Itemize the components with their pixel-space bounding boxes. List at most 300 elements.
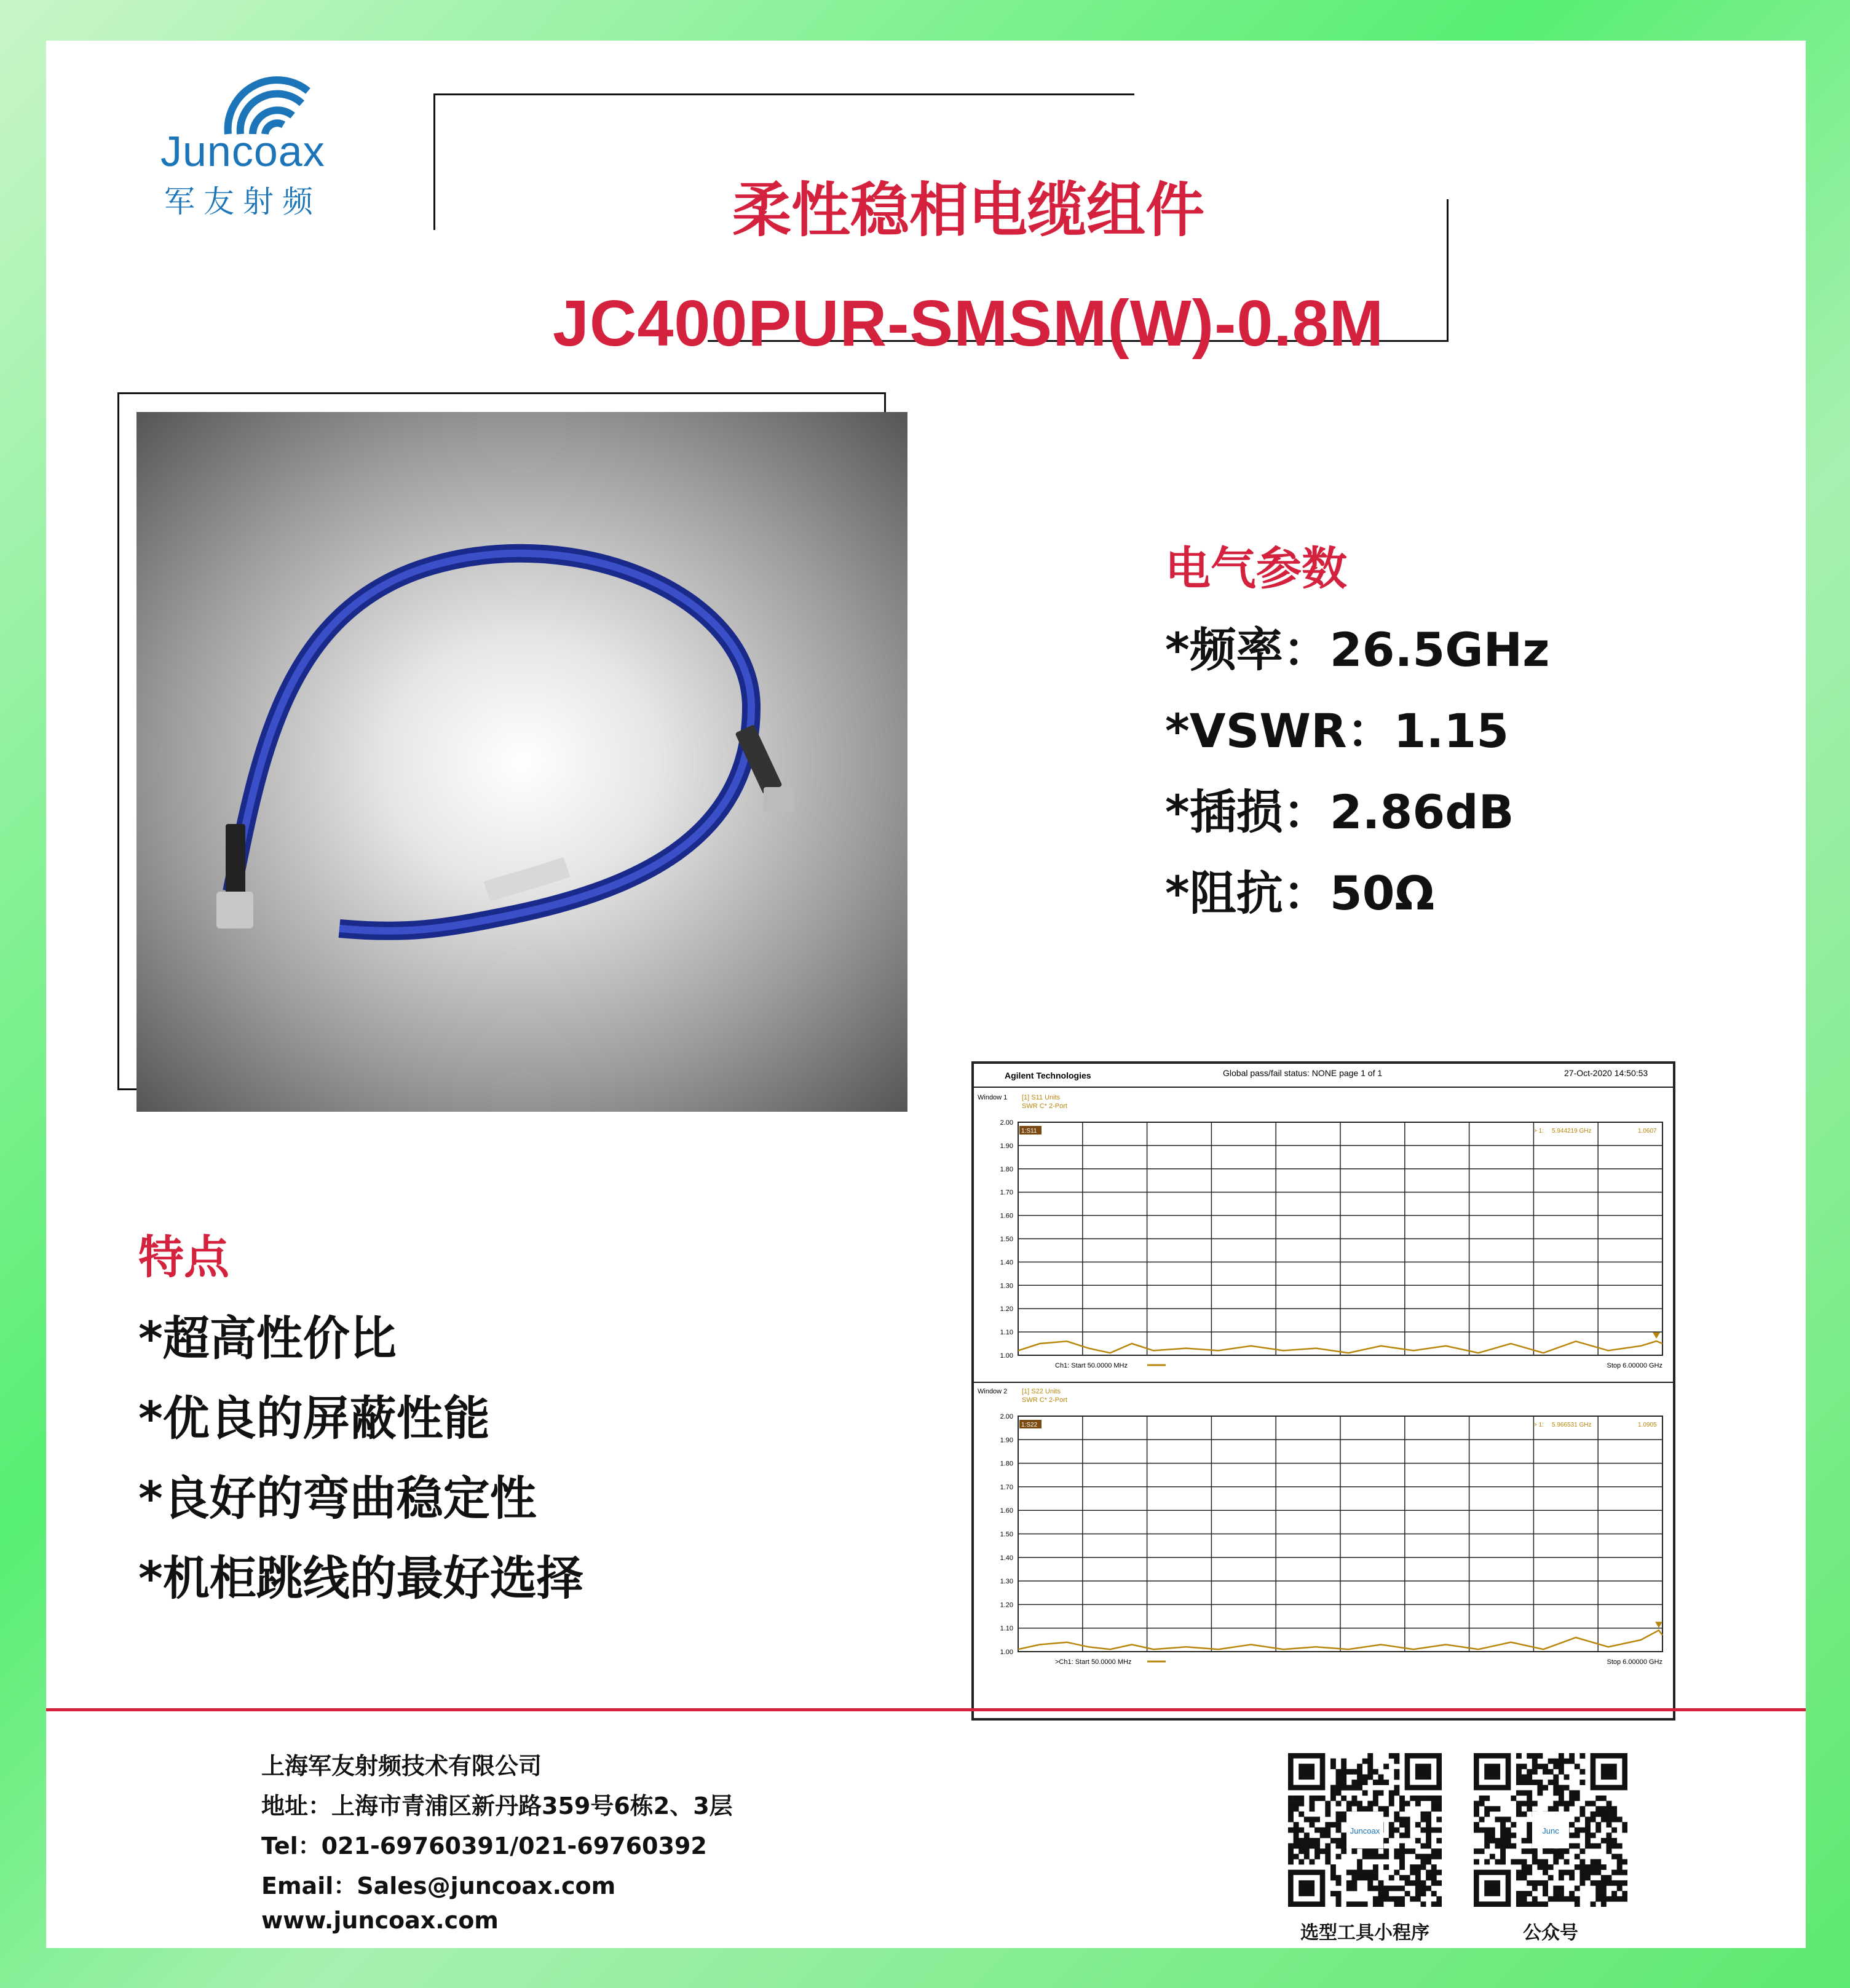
qr-module <box>1336 1843 1342 1849</box>
qr-module <box>1336 1812 1342 1817</box>
qr-module <box>1527 1870 1532 1875</box>
qr-module <box>1383 1896 1389 1902</box>
qr-module <box>1431 1870 1437 1875</box>
feature-item: *优良的屏蔽性能 <box>138 1391 490 1446</box>
qr-module <box>1585 1801 1591 1807</box>
qr-module <box>1474 1806 1479 1812</box>
qr-module <box>1426 1828 1431 1833</box>
qr-module <box>1410 1880 1415 1886</box>
qr-module <box>1389 1796 1394 1801</box>
qr-module <box>1537 1790 1543 1796</box>
qr-module <box>1299 1796 1304 1801</box>
param-insertion-loss: *插损：2.86dB <box>1165 785 1514 839</box>
company-tel: Tel：021-69760391/021-69760392 <box>261 1832 707 1859</box>
qr-module <box>1351 1901 1357 1907</box>
qr-finder-core <box>1484 1764 1500 1780</box>
qr-module <box>1421 1859 1426 1864</box>
qr-module <box>1426 1816 1431 1822</box>
qr-module <box>1410 1848 1415 1854</box>
qr-module <box>1431 1880 1437 1886</box>
qr-module <box>1309 1801 1314 1807</box>
company-address: 地址：上海市青浦区新丹路359号6栋2、3层 <box>261 1792 733 1820</box>
qr-code-mini-program <box>1288 1753 1442 1907</box>
qr-module <box>1421 1891 1426 1896</box>
qr-module <box>1373 1769 1378 1775</box>
qr-module <box>1575 1864 1580 1870</box>
qr-module <box>1585 1870 1591 1875</box>
qr-module <box>1516 1764 1522 1769</box>
qr-module <box>1527 1774 1532 1780</box>
qr-module <box>1415 1870 1421 1875</box>
qr-module <box>1373 1875 1378 1880</box>
qr-module <box>1357 1769 1362 1775</box>
qr-module <box>1421 1880 1426 1886</box>
qr-module <box>1405 1832 1410 1838</box>
qr-module <box>1325 1812 1330 1817</box>
qr-module <box>1383 1780 1389 1785</box>
qr-module <box>1415 1822 1421 1828</box>
qr-module <box>1351 1780 1357 1785</box>
qr-module <box>1537 1901 1543 1907</box>
qr-module <box>1426 1832 1431 1838</box>
trace-subtitle: SWR C* 2-Port <box>1022 1103 1067 1110</box>
qr-module <box>1426 1870 1431 1875</box>
qr-module <box>1415 1796 1421 1801</box>
qr-module <box>1490 1838 1495 1843</box>
qr-module <box>1516 1774 1522 1780</box>
qr-module <box>1500 1848 1506 1854</box>
qr-module <box>1601 1796 1607 1801</box>
qr-module <box>1611 1838 1617 1843</box>
qr-module <box>1336 1875 1342 1880</box>
logo-wordmark: Juncoax <box>160 127 325 175</box>
y-tick-label: 2.00 <box>1000 1119 1013 1127</box>
qr-module <box>1357 1774 1362 1780</box>
qr-module <box>1341 1774 1346 1780</box>
qr-module <box>1532 1759 1538 1764</box>
qr-module <box>1522 1801 1527 1807</box>
qr-module <box>1553 1774 1559 1780</box>
qr-module <box>1373 1901 1378 1907</box>
qr-module <box>1548 1896 1554 1902</box>
qr-module <box>1559 1753 1564 1759</box>
qr-module <box>1421 1864 1426 1870</box>
qr-module <box>1389 1790 1394 1796</box>
qr-module <box>1309 1816 1314 1822</box>
qr-module <box>1474 1848 1479 1854</box>
qr-module <box>1294 1854 1299 1859</box>
qr-module <box>1611 1843 1617 1849</box>
qr-module <box>1325 1854 1330 1859</box>
qr-module <box>1506 1816 1511 1822</box>
qr-module <box>1617 1843 1623 1849</box>
qr-center-logo: Juncoax <box>1350 1826 1380 1836</box>
qr-module <box>1426 1886 1431 1891</box>
qr-module <box>1622 1891 1627 1896</box>
qr-module <box>1399 1859 1405 1864</box>
qr-module <box>1500 1843 1506 1849</box>
qr-module <box>1426 1859 1431 1864</box>
qr-module <box>1383 1848 1389 1854</box>
qr-module <box>1373 1801 1378 1807</box>
qr-module <box>1516 1806 1522 1812</box>
page-card <box>46 41 1806 1948</box>
qr-module <box>1351 1785 1357 1791</box>
qr-module <box>1548 1848 1554 1854</box>
qr-module <box>1601 1812 1607 1817</box>
qr-module <box>1399 1816 1405 1822</box>
qr-module <box>1336 1822 1342 1828</box>
qr-module <box>1548 1875 1554 1880</box>
qr-module <box>1579 1880 1585 1886</box>
qr-module <box>1585 1864 1591 1870</box>
qr-module <box>1559 1759 1564 1764</box>
qr-module <box>1564 1774 1570 1780</box>
qr-module <box>1431 1806 1437 1812</box>
qr-module <box>1611 1880 1617 1886</box>
chart-brand: Agilent Technologies <box>1005 1071 1091 1080</box>
qr-module <box>1516 1790 1522 1796</box>
qr-module <box>1595 1864 1601 1870</box>
qr-module <box>1394 1870 1399 1875</box>
qr-module <box>1336 1774 1342 1780</box>
qr-module <box>1559 1769 1564 1775</box>
qr-module <box>1516 1812 1522 1817</box>
qr-module <box>1405 1828 1410 1833</box>
qr-module <box>1399 1875 1405 1880</box>
qr-module <box>1564 1785 1570 1791</box>
y-tick-label: 1.30 <box>1000 1578 1013 1586</box>
qr-module <box>1607 1822 1612 1828</box>
qr-module <box>1585 1822 1591 1828</box>
qr-module <box>1479 1816 1485 1822</box>
qr-module <box>1474 1822 1479 1828</box>
qr-module <box>1351 1848 1357 1854</box>
qr-module <box>1299 1828 1304 1833</box>
marker-readout-value: 1.0607 <box>1638 1128 1657 1135</box>
qr-module <box>1617 1854 1623 1859</box>
qr-module <box>1436 1901 1442 1907</box>
qr-module <box>1362 1806 1368 1812</box>
qr-module <box>1579 1864 1585 1870</box>
qr-module <box>1500 1838 1506 1843</box>
y-tick-label: 1.10 <box>1000 1625 1013 1633</box>
qr-module <box>1532 1896 1538 1902</box>
qr-module <box>1559 1891 1564 1896</box>
qr-module <box>1569 1753 1575 1759</box>
qr-module <box>1579 1806 1585 1812</box>
qr-module <box>1399 1886 1405 1891</box>
qr-module <box>1579 1859 1585 1864</box>
qr-module <box>1314 1838 1320 1843</box>
qr-module <box>1522 1774 1527 1780</box>
qr-module <box>1304 1816 1310 1822</box>
cable-illustration <box>136 412 907 1112</box>
qr-module <box>1367 1764 1373 1769</box>
qr-module <box>1601 1880 1607 1886</box>
qr-module <box>1506 1828 1511 1833</box>
qr-finder-core <box>1415 1764 1431 1780</box>
qr-module <box>1431 1854 1437 1859</box>
qr-module <box>1288 1828 1294 1833</box>
qr-module <box>1495 1843 1500 1849</box>
qr-module <box>1362 1780 1368 1785</box>
qr-module <box>1516 1901 1522 1907</box>
qr-module <box>1394 1896 1399 1902</box>
qr-module <box>1527 1801 1532 1807</box>
qr-module <box>1431 1901 1437 1907</box>
qr-module <box>1575 1796 1580 1801</box>
qr-module <box>1532 1880 1538 1886</box>
qr-module <box>1622 1859 1627 1864</box>
qr-module <box>1611 1812 1617 1817</box>
qr-module <box>1490 1828 1495 1833</box>
qr-module <box>1405 1875 1410 1880</box>
qr-module <box>1484 1806 1490 1812</box>
qr-module <box>1330 1864 1336 1870</box>
qr-module <box>1559 1870 1564 1875</box>
qr-module <box>1299 1859 1304 1864</box>
qr-module <box>1527 1796 1532 1801</box>
qr-module <box>1415 1896 1421 1902</box>
qr-module <box>1426 1875 1431 1880</box>
qr-module <box>1389 1801 1394 1807</box>
marker-readout-freq: 5.966531 GHz <box>1552 1422 1592 1428</box>
qr-module <box>1553 1790 1559 1796</box>
qr-module <box>1304 1848 1310 1854</box>
qr-module <box>1532 1848 1538 1854</box>
qr-module <box>1543 1880 1548 1886</box>
qr-module <box>1527 1832 1532 1838</box>
qr-module <box>1421 1901 1426 1907</box>
qr-module <box>1325 1843 1330 1849</box>
qr-module <box>1294 1832 1299 1838</box>
qr-module <box>1341 1848 1346 1854</box>
qr-module <box>1421 1812 1426 1817</box>
qr-module <box>1330 1790 1336 1796</box>
qr-module <box>1532 1901 1538 1907</box>
qr-module <box>1399 1843 1405 1849</box>
qr-module <box>1553 1780 1559 1785</box>
qr-module <box>1357 1875 1362 1880</box>
qr-module <box>1436 1838 1442 1843</box>
qr-module <box>1362 1854 1368 1859</box>
qr-module <box>1431 1796 1437 1801</box>
qr-module <box>1325 1801 1330 1807</box>
sweep-start: >Ch1: Start 50.0000 MHz <box>1055 1658 1132 1666</box>
qr-module <box>1309 1843 1314 1849</box>
qr-module <box>1394 1759 1399 1764</box>
marker-triangle <box>1655 1622 1662 1628</box>
qr-module <box>1474 1828 1479 1833</box>
qr-module <box>1522 1891 1527 1896</box>
qr-module <box>1516 1891 1522 1896</box>
qr-module <box>1399 1896 1405 1902</box>
qr-module <box>1288 1816 1294 1822</box>
qr-module <box>1367 1753 1373 1759</box>
param-vswr: *VSWR：1.15 <box>1165 703 1509 758</box>
qr-module <box>1436 1870 1442 1875</box>
qr-module <box>1611 1870 1617 1875</box>
qr-module <box>1575 1828 1580 1833</box>
qr-module <box>1527 1780 1532 1785</box>
qr-module <box>1330 1875 1336 1880</box>
qr-module <box>1314 1796 1320 1801</box>
qr-module <box>1506 1843 1511 1849</box>
qr-module <box>1511 1832 1516 1838</box>
qr-module <box>1527 1769 1532 1775</box>
qr-module <box>1394 1828 1399 1833</box>
qr-module <box>1484 1796 1490 1801</box>
qr-module <box>1543 1864 1548 1870</box>
qr-module <box>1543 1901 1548 1907</box>
qr-module <box>1378 1880 1384 1886</box>
qr-module <box>1394 1816 1399 1822</box>
qr-module <box>1373 1886 1378 1891</box>
qr-module <box>1394 1785 1399 1791</box>
qr-module <box>1591 1901 1596 1907</box>
qr-module <box>1585 1875 1591 1880</box>
qr-module <box>1601 1891 1607 1896</box>
y-tick-label: 1.80 <box>1000 1165 1013 1173</box>
qr-module <box>1575 1764 1580 1769</box>
qr-module <box>1378 1891 1384 1896</box>
qr-module <box>1575 1816 1580 1822</box>
qr-module <box>1325 1859 1330 1864</box>
qr-module <box>1357 1801 1362 1807</box>
qr-module <box>1378 1806 1384 1812</box>
qr-module <box>1537 1880 1543 1886</box>
qr-module <box>1607 1838 1612 1843</box>
qr-module <box>1304 1838 1310 1843</box>
qr-module <box>1383 1886 1389 1891</box>
trace-subtitle: SWR C* 2-Port <box>1022 1396 1067 1404</box>
qr-module <box>1299 1812 1304 1817</box>
qr-module <box>1357 1764 1362 1769</box>
qr-module <box>1330 1891 1336 1896</box>
qr-module <box>1431 1801 1437 1807</box>
qr-module <box>1394 1790 1399 1796</box>
qr-module <box>1304 1832 1310 1838</box>
qr-module <box>1516 1780 1522 1785</box>
qr-module <box>1399 1801 1405 1807</box>
qr-module <box>1553 1854 1559 1859</box>
qr-module <box>1479 1801 1485 1807</box>
y-tick-label: 2.00 <box>1000 1413 1013 1420</box>
qr-module <box>1622 1870 1627 1875</box>
qr-module <box>1591 1859 1596 1864</box>
qr-module <box>1601 1864 1607 1870</box>
qr-module <box>1569 1790 1575 1796</box>
qr-module <box>1516 1896 1522 1902</box>
qr-module <box>1288 1801 1294 1807</box>
qr-module <box>1500 1822 1506 1828</box>
qr-module <box>1341 1780 1346 1785</box>
qr-module <box>1591 1801 1596 1807</box>
qr-module <box>1415 1838 1421 1843</box>
qr-module <box>1351 1870 1357 1875</box>
qr-module <box>1532 1753 1538 1759</box>
qr-module <box>1367 1759 1373 1764</box>
chart-datetime: 27-Oct-2020 14:50:53 <box>1564 1068 1648 1078</box>
qr-module <box>1383 1806 1389 1812</box>
qr-module <box>1585 1816 1591 1822</box>
panel-window-label: Window 1 <box>978 1094 1008 1101</box>
qr-module <box>1484 1812 1490 1817</box>
qr-module <box>1622 1828 1627 1833</box>
qr-module <box>1611 1854 1617 1859</box>
qr-module <box>1415 1801 1421 1807</box>
qr-module <box>1543 1785 1548 1791</box>
qr-module <box>1591 1870 1596 1875</box>
qr-module <box>1490 1806 1495 1812</box>
qr-module <box>1299 1838 1304 1843</box>
qr-module <box>1294 1843 1299 1849</box>
qr-module <box>1336 1769 1342 1775</box>
qr-module <box>1367 1806 1373 1812</box>
company-logo <box>160 73 406 220</box>
qr-module <box>1367 1886 1373 1891</box>
qr-module <box>1537 1785 1543 1791</box>
qr-module <box>1394 1854 1399 1859</box>
qr-module <box>1426 1822 1431 1828</box>
company-website[interactable]: www.juncoax.com <box>261 1907 499 1934</box>
qr-module <box>1357 1864 1362 1870</box>
qr-module <box>1378 1854 1384 1859</box>
qr-module <box>1617 1880 1623 1886</box>
qr-module <box>1346 1886 1352 1891</box>
qr-module <box>1351 1875 1357 1880</box>
qr-module <box>1522 1848 1527 1854</box>
feature-item: *机柜跳线的最好选择 <box>138 1551 583 1606</box>
qr-module <box>1288 1859 1294 1864</box>
qr-module <box>1341 1838 1346 1843</box>
qr-module <box>1607 1832 1612 1838</box>
qr-module <box>1553 1806 1559 1812</box>
qr-module <box>1527 1838 1532 1843</box>
qr-module <box>1543 1891 1548 1896</box>
qr-module <box>1320 1796 1326 1801</box>
qr-module <box>1553 1896 1559 1902</box>
qr-module <box>1357 1859 1362 1864</box>
qr-module <box>1394 1769 1399 1775</box>
qr-module <box>1591 1843 1596 1849</box>
y-tick-label: 1.10 <box>1000 1329 1013 1337</box>
qr-module <box>1611 1806 1617 1812</box>
qr-module <box>1543 1886 1548 1891</box>
qr-module <box>1367 1875 1373 1880</box>
qr-module <box>1362 1875 1368 1880</box>
feature-item: *良好的弯曲稳定性 <box>138 1471 537 1526</box>
qr-module <box>1617 1859 1623 1864</box>
qr-module <box>1336 1896 1342 1902</box>
qr-module <box>1415 1886 1421 1891</box>
marker-readout-label: > 1: <box>1533 1128 1544 1135</box>
qr-module <box>1495 1816 1500 1822</box>
qr-module <box>1341 1785 1346 1791</box>
qr-module <box>1522 1790 1527 1796</box>
qr-module <box>1601 1838 1607 1843</box>
qr-module <box>1405 1801 1410 1807</box>
qr-module <box>1421 1816 1426 1822</box>
qr-module <box>1522 1764 1527 1769</box>
qr-module <box>1399 1822 1405 1828</box>
qr-module <box>1543 1848 1548 1854</box>
qr-module <box>1378 1774 1384 1780</box>
y-tick-label: 1.40 <box>1000 1554 1013 1562</box>
qr-module <box>1314 1848 1320 1854</box>
qr-module <box>1548 1769 1554 1775</box>
